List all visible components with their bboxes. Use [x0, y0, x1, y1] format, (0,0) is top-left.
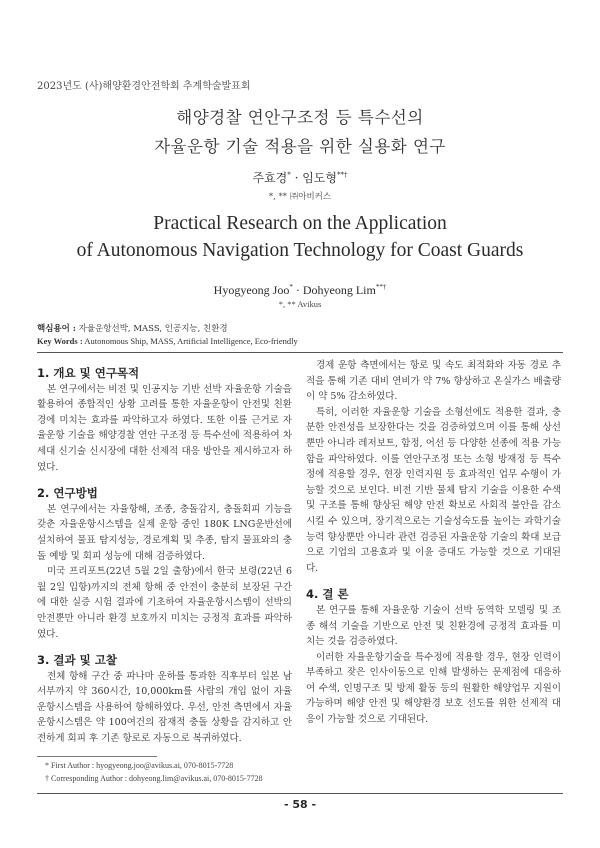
korean-title-line-2: 자율운항 기술 적용을 위한 실용화 연구: [154, 137, 446, 156]
section-2-paragraph-1: 본 연구에서는 자율항해, 조종, 충돌감지, 충돌회피 기능을 갖춘 자율운항시스템을 실제 운항 중인 180K LNG운반선에 설치하여 물표 탐지성능, 경로계획 및 추종, 탐지 물표와의 충돌 예방 및 회피 성능에 대해 검증하였다.: [37, 503, 292, 562]
footer-divider: [37, 793, 563, 794]
section-4-paragraph-2: 이러한 자율운항기술을 특수정에 적용할 경우, 현장 인력이 부족하고 잦은 인사이동으로 인해 발생하는 문제점에 대응하여 수색, 인명구조 및 방제 활동 등의 원활한 해양업무 지원이 가능하며 해양 안전 및 해양환경 보호 선도를 위한 선제적 대응이 가능할 것으로 기대된다.: [306, 651, 561, 726]
section-3-paragraph-2: 경제 운항 측면에서는 항로 및 속도 최적화와 자동 경로 추적을 통해 기존 대비 연비가 약 7% 향상하고 온실가스 배출량이 약 5% 감소하였다.: [306, 360, 561, 403]
footnote-first-author: * First Author : hyogyeong.joo@avikus.ai, 070-8015-7728: [45, 761, 234, 770]
page-number: - 58 -: [283, 798, 317, 811]
section-1-paragraph: 본 연구에서는 비전 및 인공지능 기반 선박 자율운항 기술을 활용하여 종합적인 상황 고려를 통한 자율운항이 안전및 친환경에 미치는 효과를 파악하고자 하였다. 또한 이를 근거로 자율운항 기술을 해양경찰 연안 구조정 등 특수선에 적용하여 차세대 신기술 신시장에 대한 선제적 대응 방안을 제시하고자 하였다.: [37, 383, 292, 473]
keywords-korean: [37, 322, 228, 334]
author-1-en-mark: *: [289, 283, 293, 291]
keywords-ko-text: 자율운항선박, MASS, 인공지능, 친환경: [78, 324, 228, 334]
korean-affiliation: *, ** ㈜아비커스: [268, 192, 332, 202]
footnote-corresponding-author: † Corresponding Author : dohyeong.lim@avikus.ai, 070-8015-7728: [45, 774, 263, 783]
english-title-line-1: Practical Research on the Application: [153, 213, 447, 234]
english-title-line-2: of Autonomous Navigation Technology for Coast Guards: [76, 240, 524, 261]
author-2-en: Dohyeong Lim: [302, 283, 376, 297]
author-2-ko-mark: **†: [337, 171, 348, 179]
keywords-english: [37, 336, 298, 346]
section-2-heading: 2. 연구방법: [37, 486, 98, 501]
conference-header: 2023년도 (사)해양환경안전학회 추계학술발표회: [37, 81, 251, 92]
english-affiliation: *, ** Avikus: [278, 299, 322, 309]
keywords-en-label: Key Words :: [37, 336, 83, 346]
section-1-heading: 1. 개요 및 연구목적: [37, 366, 140, 380]
author-2-en-mark: **†: [375, 283, 387, 291]
section-4-heading: 4. 결 론: [306, 587, 349, 602]
keywords-ko-label: 핵심용어 :: [37, 324, 76, 334]
section-4-paragraph-1: 본 연구를 통해 자율운항 기술이 선박 동역학 모델링 및 조종 해석 기술을 기반으로 안전 및 친환경에 긍정적 효과를 미치는 것을 검증하였다.: [306, 604, 561, 648]
right-column: [306, 358, 561, 728]
author-1-en: Hyogyeong Joo: [213, 283, 290, 297]
left-column: [37, 366, 292, 747]
author-separator-en: ·: [292, 283, 303, 297]
korean-title-line-1: 해양경찰 연안구조정 등 특수선의: [176, 108, 424, 127]
english-authors: [0, 283, 600, 298]
section-2-paragraph-2: 미국 프리포트(22년 5월 2일 출항)에서 한국 보령(22년 6월 2일 입항)까지의 전체 항해 중 안전이 충분히 보장된 구간에 대한 실증 시험 결과에 기초하여 자율운항시스템이 선박의 안전뿐만 아니라 환경 보호까지 미치는 긍정적 효과를 파악하였다.: [37, 566, 292, 640]
author-separator: ·: [290, 171, 303, 185]
section-3-paragraph-3: 특히, 이러한 자율운항 기술을 소형선에도 적용한 결과, 충분한 안전성을 보장한다는 것을 검증하였으며 이를 통해 상선뿐만 아니라 레저보트, 함정, 어선 등 다양한 선종에 적용 가능함을 파악하였다. 이를 연안구조정 또는 소형 방재정 등 특수정에 적용할 경우, 현장 인력지원 등 효과적인 업무 수행이 가능할 것으로 보인다. 비전 기반 물체 탐지 기술을 이용한 수색 및 구조를 통해 향상된 해양 안전 확보로 사회적 불안을 감소시킬 수 있으며, 장기적으로는 기술성숙도를 높이는 과학기술 능력 향상뿐만 아니라 관련 검증된 자율운항 기술의 확대 보급으로 기업의 고용효과 및 이윤 증대도 가능할 것으로 기대된다.: [306, 406, 561, 574]
author-1-ko-mark: *: [287, 171, 291, 179]
footnote-divider: [37, 756, 157, 757]
author-1-ko: 주효경: [252, 171, 288, 185]
keywords-en-text: Autonomous Ship, MASS, Artificial Intelligence, Eco-friendly: [84, 336, 298, 346]
section-3-heading: 3. 결과 및 고찰: [37, 653, 117, 668]
section-3-paragraph-1: 전체 항해 구간 중 파나마 운하를 통과한 직후부터 일본 남서부까지 약 360시간, 10,000km를 사람의 개입 없이 자율운항시스템을 사용하여 항해하였다. 우선, 안전 측면에서 자율운항시스템은 약 100여건의 잠재적 충돌 상황을 감지하고 안전하게 회피 후 기존 항로로 자동으로 복귀하였다.: [37, 670, 292, 745]
keywords-divider: [37, 352, 563, 353]
author-2-ko: 임도형: [302, 171, 337, 185]
korean-authors: [0, 169, 600, 186]
